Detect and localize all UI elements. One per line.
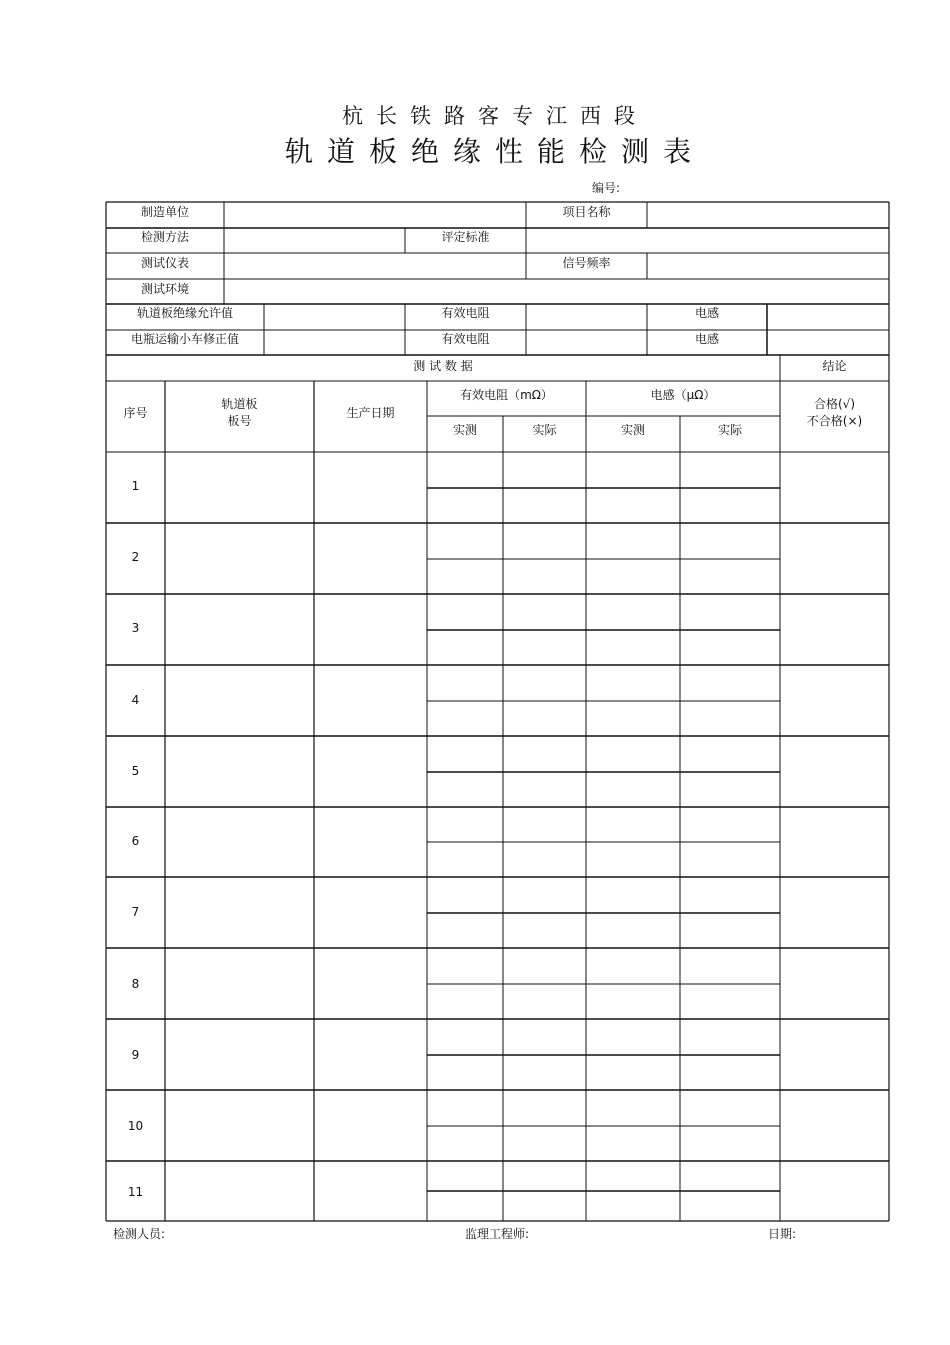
col-pass-header: 合格(√) 不合格(×) <box>806 397 863 429</box>
footer-inspector: 检测人员: <box>113 1227 166 1241</box>
col-ind-measured: 实测 <box>620 423 645 437</box>
footer-supervisor: 监理工程师: <box>465 1227 530 1241</box>
label-correction-value: 电瓶运输小车修正值 <box>130 332 239 346</box>
label-manufacturer: 制造单位 <box>140 205 189 219</box>
row-number: 7 <box>131 905 140 919</box>
label-project-name: 项目名称 <box>562 205 611 219</box>
conclusion-heading: 结论 <box>822 359 847 373</box>
label-allow-value: 轨道板绝缘允许值 <box>136 306 233 320</box>
col-board-header: 轨道板 板号 <box>221 397 258 429</box>
col-inductance-header: 电感（μΩ） <box>650 388 716 402</box>
col-resistance-header: 有效电阻（mΩ） <box>460 388 553 402</box>
document-subtitle: 杭长铁路客专江西段 <box>342 104 648 128</box>
label-environment: 测试环境 <box>140 282 189 296</box>
row-number: 8 <box>131 977 140 991</box>
row-number: 5 <box>131 764 140 778</box>
label-signal-frequency: 信号频率 <box>562 256 611 270</box>
col-res-measured: 实测 <box>452 423 477 437</box>
doc-number-label: 编号: <box>592 181 621 195</box>
label-instrument: 测试仪表 <box>140 256 189 270</box>
row-number: 10 <box>127 1119 144 1133</box>
row-number: 3 <box>131 621 140 635</box>
label-inductance-2: 电感 <box>694 332 719 346</box>
row-number: 1 <box>131 479 140 493</box>
row-number: 9 <box>131 1048 140 1062</box>
col-seq-header: 序号 <box>123 406 148 420</box>
document-title: 轨道板绝缘性能检测表 <box>284 135 705 168</box>
col-res-actual: 实际 <box>532 423 557 437</box>
label-inductance-1: 电感 <box>694 306 719 320</box>
footer-date: 日期: <box>768 1227 797 1241</box>
row-number: 6 <box>131 834 140 848</box>
row-number: 4 <box>131 693 140 707</box>
test-data-heading: 测 试 数 据 <box>413 359 473 373</box>
row-number: 11 <box>127 1185 144 1199</box>
label-test-method: 检测方法 <box>140 230 189 244</box>
label-eff-resistance-1: 有效电阻 <box>441 306 490 320</box>
label-eff-resistance-2: 有效电阻 <box>441 332 490 346</box>
row-number: 2 <box>131 550 140 564</box>
col-date-header: 生产日期 <box>346 406 395 420</box>
col-ind-actual: 实际 <box>717 423 742 437</box>
label-standard: 评定标准 <box>441 230 490 244</box>
